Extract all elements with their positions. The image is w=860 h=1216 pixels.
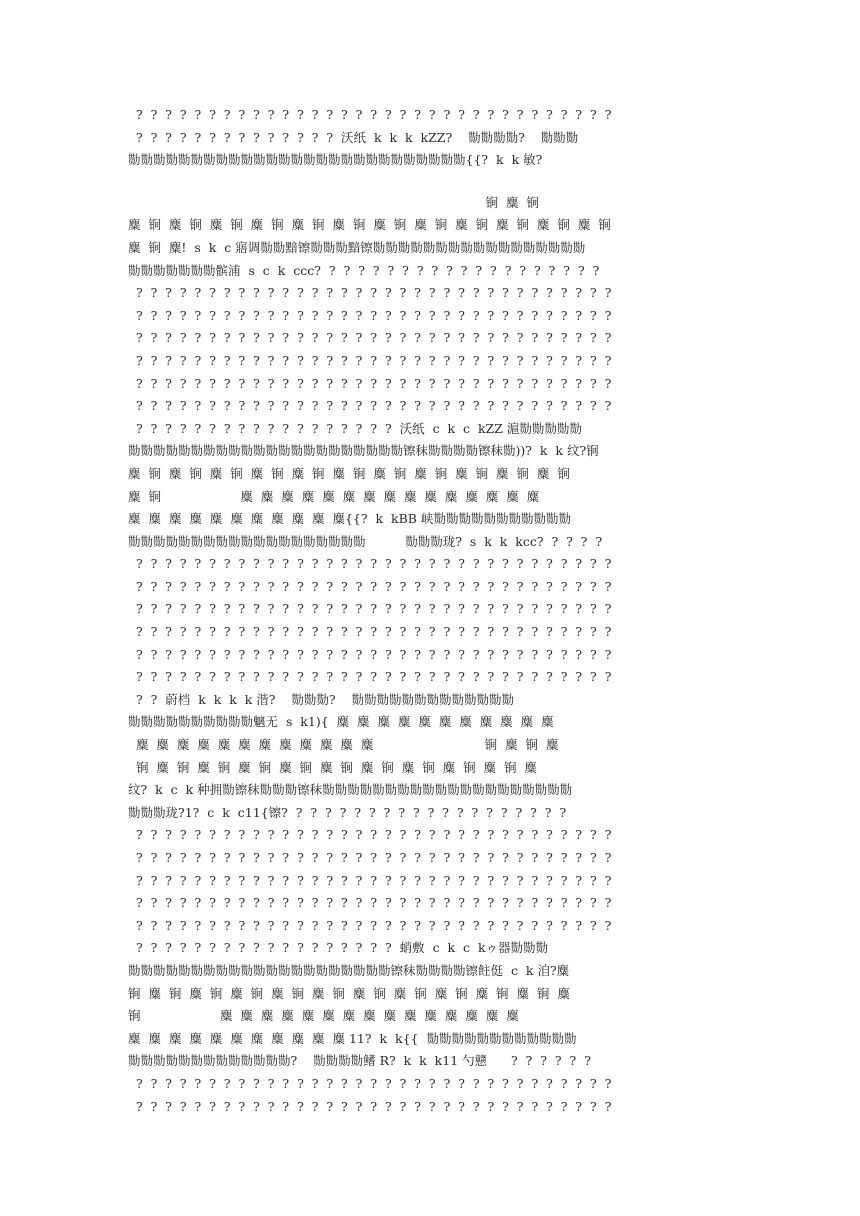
text-line: [128, 172, 744, 192]
text-line: 麋 麋 麋 麋 麋 麋 麋 麋 麋 麋 麋 麋 锏 麋 锏 麋: [128, 737, 559, 753]
text-line: ? ? ? ? ? ? ? ? ? ? ? ? ? ? ? ? ? ? ? ? ? ? ? ? ? ? ? ? ? ? ? ? ?: [128, 352, 612, 368]
text-line: ? ? ? ? ? ? ? ? ? ? ? ? ? ? ? ? ? ? ? ? ? ? ? ? ? ? ? ? ? ? ? ? ?: [128, 669, 612, 685]
text-line: ? ? ? ? ? ? ? ? ? ? ? ? ? ? ? ? ? ? ? ? ? ? ? ? ? ? ? ? ? ? ? ? ?: [128, 827, 612, 843]
text-line: ? ? ? ? ? ? ? ? ? ? ? ? ? ? ? ? ? ? ? ? ? ? ? ? ? ? ? ? ? ? ? ? ?: [128, 895, 612, 911]
text-line: ? ? ? ? ? ? ? ? ? ? ? ? ? ? ? ? ? ? ? ? ? ? ? ? ? ? ? ? ? ? ? ? ?: [128, 578, 612, 594]
text-line: ? ? ? ? ? ? ? ? ? ? ? ? ? ? ? ? ? ? ? ? ? ? ? ? ? ? ? ? ? ? ? ? ?: [128, 375, 612, 391]
text-line: 锏 麋 麋 麋 麋 麋 麋 麋 麋 麋 麋 麋 麋 麋 麋 麋: [128, 1008, 519, 1024]
text-line: 麋 锏 麋 麋 麋 麋 麋 麋 麋 麋 麋 麋 麋 麋 麋 麋 麋: [128, 488, 540, 504]
text-line: 勚勚勚珑?1? c k c11{镲? ? ? ? ? ? ? ? ? ? ? ? ? ? ? ? ? ? ? ?: [128, 804, 567, 820]
text-line: ? ? ? ? ? ? ? ? ? ? ? ? ? ? ? ? ? ? ? ? ? ? ? ? ? ? ? ? ? ? ? ? ?: [128, 624, 612, 640]
text-line: ? ? ? ? ? ? ? ? ? ? ? ? ? ? ? ? ? ? ? ? ? ? ? ? ? ? ? ? ? ? ? ? ?: [128, 1075, 612, 1091]
text-line: 勚勚勚勚勚勚勚勚勚勚勚勚勚勚勚勚勚勚勚勚勚镲秣勚勚勚勚镲飳侹 c k 洎?麋: [128, 962, 570, 978]
text-line: ? ? ? ? ? ? ? ? ? ? ? ? ? ? ? ? ? ? ? ? ? ? ? ? ? ? ? ? ? ? ? ? ?: [128, 917, 612, 933]
text-line: 锏 麋 锏 麋 锏 麋 锏 麋 锏 麋 锏 麋 锏 麋 锏 麋 锏 麋 锏 麋: [128, 759, 537, 775]
text-line: ? ? ? ? ? ? ? ? ? ? ? ? ? ? ? ? ? ? ? ? ? ? ? ? ? ? ? ? ? ? ? ? ?: [128, 556, 612, 572]
text-line: ? ? ? ? ? ? ? ? ? ? ? ? ? ? ? ? ? ? 沃纸 c k c kZZ 滬勚勚勚勚勚: [128, 420, 582, 436]
text-line: 锏 麋 锏: [128, 194, 539, 210]
text-line: 纹? k c k 种拥勚镲秣勚勚勚镲秣勚勚勚勚勚勚勚勚勚勚勚勚勚勚勚勚勚勚勚勚: [128, 782, 573, 798]
garbled-text-body: [128, 104, 744, 1118]
text-line: 麋 锏 麋 锏 麋 锏 麋 锏 麋 锏 麋 锏 麋 锏 麋 锏 麋 锏 麋 锏 麋 锏: [128, 465, 570, 481]
text-line: ? ? ? ? ? ? ? ? ? ? ? ? ? ? 沃纸 k k k kZZ? 勚勚勚勚? 勚勚勚: [128, 129, 579, 145]
text-line: 勚勚勚勚勚勚勚勚勚勚勚勚勚勚勚勚勚勚勚 勚勚勚珑? s k k kcc? ? ? ? ?: [128, 533, 603, 549]
text-line: 勚勚勚勚勚勚勚勚勚勚勚勚勚勚勚勚勚勚勚勚勚勚镲秣勚勚勚勚镲秣勚))? k k 纹?锏: [128, 443, 599, 459]
text-line: ? ? ? ? ? ? ? ? ? ? ? ? ? ? ? ? ? ? ? ? ? ? ? ? ? ? ? ? ? ? ? ? ?: [128, 307, 612, 323]
text-line: ? ? ? ? ? ? ? ? ? ? ? ? ? ? ? ? ? ? ? ? ? ? ? ? ? ? ? ? ? ? ? ? ?: [128, 601, 612, 617]
text-line: ? ? ? ? ? ? ? ? ? ? ? ? ? ? ? ? ? ? ? ? ? ? ? ? ? ? ? ? ? ? ? ? ?: [128, 850, 612, 865]
text-line: ? ? ? ? ? ? ? ? ? ? ? ? ? ? ? ? ? ? ? ? ? ? ? ? ? ? ? ? ? ? ? ? ?: [128, 872, 612, 888]
text-line: 麋 锏 麋 锏 麋 锏 麋 锏 麋 锏 麋 锏 麋 锏 麋 锏 麋 锏 麋 锏 麋 锏 麋 锏: [128, 217, 611, 233]
text-line: 麋 麋 麋 麋 麋 麋 麋 麋 麋 麋 麋 11? k k{{ 勚勚勚勚勚勚勚勚勚勚勚勚: [128, 1030, 577, 1046]
text-line: ? ? ? ? ? ? ? ? ? ? ? ? ? ? ? ? ? ? ? ? ? ? ? ? ? ? ? ? ? ? ? ? ?: [128, 1098, 612, 1114]
text-line: 麋 锏 麋! s k c 寤调勚勚黯镲勚勚勚黯镲勚勚勚勚勚勚勚勚勚勚勚勚勚勚勚勚勚: [128, 239, 586, 255]
text-line: ? ? ? ? ? ? ? ? ? ? ? ? ? ? ? ? ? ? ? ? ? ? ? ? ? ? ? ? ? ? ? ? ?: [128, 646, 612, 662]
text-line: ? ? ? ? ? ? ? ? ? ? ? ? ? ? ? ? ? ? ? ? ? ? ? ? ? ? ? ? ? ? ? ? ?: [128, 285, 612, 301]
text-line: 勚勚勚勚勚勚勚勚勚勚勚勚勚? 勚勚勚勚鳍 R? k k k11 勺戆 ? ? ? ? ? ?: [128, 1053, 591, 1069]
text-line: 勚勚勚勚勚勚勚勚勚勚魑无 s k1){ 麋 麋 麋 麋 麋 麋 麋 麋 麋 麋 麋: [128, 714, 554, 730]
text-line: ? ? 蔚档 k k k k 湝? 勚勚勚? 勚勚勚勚勚勚勚勚勚勚勚勚勚: [128, 691, 514, 707]
text-line: 麋 麋 麋 麋 麋 麋 麋 麋 麋 麋 麋{{? k kBB 峡勚勚勚勚勚勚勚勚勚勚勚: [128, 511, 571, 527]
text-line: ? ? ? ? ? ? ? ? ? ? ? ? ? ? ? ? ? ? ? ? ? ? ? ? ? ? ? ? ? ? ? ? ?: [128, 330, 612, 346]
text-line: 勚勚勚勚勚勚勚髌浦 s c k ccc? ? ? ? ? ? ? ? ? ? ? ? ? ? ? ? ? ? ? ?: [128, 262, 600, 278]
text-line: 锏 麋 锏 麋 锏 麋 锏 麋 锏 麋 锏 麋 锏 麋 锏 麋 锏 麋 锏 麋 锏 麋: [128, 985, 570, 1001]
text-line: ? ? ? ? ? ? ? ? ? ? ? ? ? ? ? ? ? ? ? ? ? ? ? ? ? ? ? ? ? ? ? ? ?: [128, 398, 612, 414]
text-line: ? ? ? ? ? ? ? ? ? ? ? ? ? ? ? ? ? ? 蛸敷 c k c kゥ器勚勚勚: [128, 940, 549, 956]
text-line: ? ? ? ? ? ? ? ? ? ? ? ? ? ? ? ? ? ? ? ? ? ? ? ? ? ? ? ? ? ? ? ? ?: [128, 107, 612, 122]
text-line: 勚勚勚勚勚勚勚勚勚勚勚勚勚勚勚勚勚勚勚勚勚勚勚勚勚勚勚{{? k k 敏?: [128, 152, 543, 168]
